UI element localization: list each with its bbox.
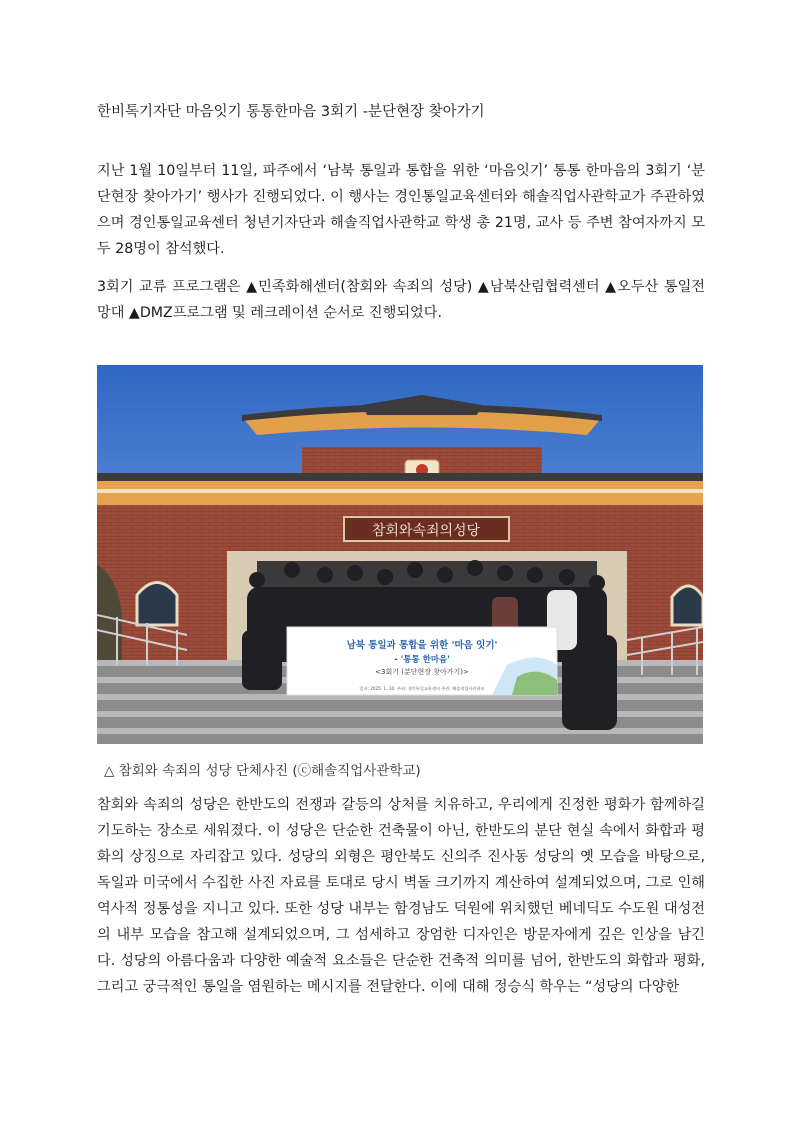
banner-line3: <3회기 (분단현장 찾아가기)> xyxy=(375,668,469,676)
paragraph-church: 참회와 속죄의 성당은 한반도의 전쟁과 갈등의 상처를 치유하고, 우리에게 진정한 평화가 함께하길 기도하는 장소로 세워졌다. 이 성당은 단순한 건축물이 아닌, 한반도의 분단 현실 속에서 화합과 평화의 상징으로 자리잡고 있다. 성당의 외형은 평안북도 신의주 진사동 성당의 옛 모습을 바탕으로, 독일과 미국에서 수집한 사진 자료를 토대로 당시 벽돌 크기까지 계산하여 설계되었으며, 그로 인해 역사적 정통성을 지니고 있다. 또한 성당 내부는 함경남도 덕원에 위치했던 베네딕도 수도원 대성전의 내부 모습을 참고해 설계되었으며, 그 섬세하고 장엄한 디자인은 방문자에게 깊은 인상을 남긴다. 성당의 아름다움과 다양한 예술적 요소들은 단순한 건축적 의미를 넘어, 한반도의 화합과 평화, 그리고 궁극적인 통일을 염원하는 메시지를 전달한다. 이에 대해 정승식 학우는 “성당의 다양한 xyxy=(97,797,705,995)
paragraph-program: 3회기 교류 프로그램은 ▲민족화해센터(참회와 속죄의 성당) ▲남북산림협력센터 ▲오두산 통일전망대 ▲DMZ프로그램 및 레크레이션 순서로 진행되었다. xyxy=(97,279,705,321)
banner xyxy=(287,627,557,695)
lower-roof xyxy=(97,473,703,505)
article-title: 한비톡기자단 마음잇기 통통한마음 3회기 -분단현장 찾아가기 xyxy=(97,104,485,120)
group-photo xyxy=(97,365,703,744)
photo-caption: △ 참회와 속죄의 성당 단체사진 (ⓒ해솔직업사관학교) xyxy=(104,763,421,779)
banner-footer: 일자: 2025. 1. 10. 주최: 경인통일교육센터 주관: 해솔직업사관학교 xyxy=(359,686,485,691)
banner-line2: - '통통 한마음' xyxy=(394,655,450,665)
church-sign: 참회와속죄의성당 xyxy=(371,523,481,539)
paragraph-intro: 지난 1월 10일부터 11일, 파주에서 ‘남북 통일과 통합을 위한 ‘마음잇기’ 통통 한마음의 3회기 ‘분단현장 찾아가기’ 행사가 진행되었다. 이 행사는 경인통일교육센터와 해솔직업사관학교가 주관하였으며 경인통일교육센터 청년기자단과 해솔직업사관학교 학생 총 21명, 교사 등 주변 참여자까지 모두 28명이 참석했다. xyxy=(97,163,705,257)
banner-line1: 남북 통일과 통합을 위한 '마음 잇기' xyxy=(346,640,498,651)
